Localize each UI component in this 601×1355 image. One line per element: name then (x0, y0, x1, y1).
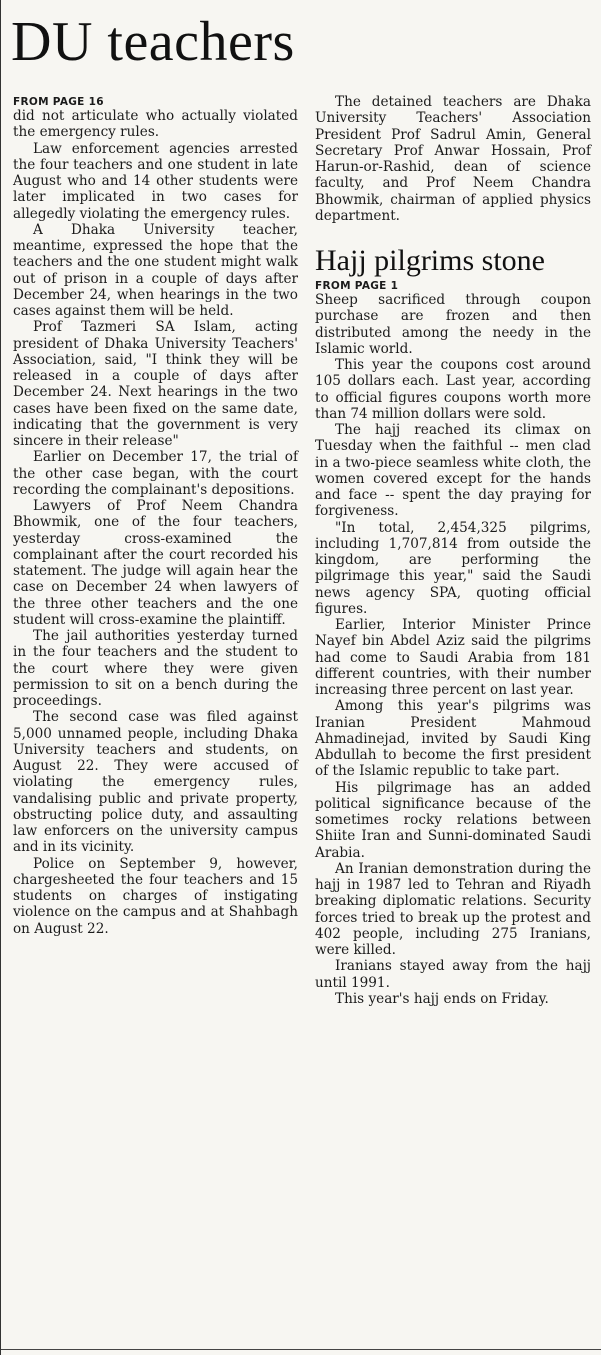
article-paragraph: Sheep sacrificed through coupon purchase are frozen and then distributed among the needy in the Islamic world. (315, 292, 591, 357)
article-paragraph: This year the coupons cost around 105 dollars each. Last year, according to official figures coupons worth more than 74 million dollars were sold. (315, 357, 591, 422)
continuation-kicker: FROM PAGE 1 (315, 280, 399, 292)
left-column (13, 94, 298, 937)
article-headline: DU teachers (11, 11, 295, 73)
right-column (315, 94, 591, 1007)
article-paragraph: The second case was filed against 5,000 unnamed people, including Dhaka University teachers and students, on August 22. They were accused of violating the emergency rules, vandalising public and private property, obstructing police duty, and assaulting law enforcers on the university campus and in its vicinity. (13, 709, 298, 856)
article-paragraph: Lawyers of Prof Neem Chandra Bhowmik, one of the four teachers, yesterday cross-examined the complainant after the court recorded his statement. The judge will again hear the case on December 24 when lawyers of the three other teachers and the one student will cross-examine the plaintiff. (13, 498, 298, 628)
article-paragraph: This year's hajj ends on Friday. (335, 990, 549, 1007)
article-paragraph: The hajj reached its climax on Tuesday when the faithful -- men clad in a two-piece seamless white cloth, the women covered except for the hands and face -- spent the day praying for forgiveness. (315, 422, 591, 520)
article-paragraph: The detained teachers are Dhaka University Teachers' Association President Prof Sadrul Amin, General Secretary Prof Anwar Hossain, Prof Harun-or-Rashid, dean of science faculty, and Prof Neem Chandra Bhowmik, chairman of applied physics department. (315, 94, 591, 224)
article-paragraph: The jail authorities yesterday turned in the four teachers and the student to the court where they were given permission to sit on a bench during the proceedings. (13, 628, 298, 709)
article-paragraph: Among this year's pilgrims was Iranian President Mahmoud Ahmadinejad, invited by Saudi King Abdullah to become the first president of the Islamic republic to take part. (315, 698, 591, 780)
bottom-rule (1, 1349, 601, 1350)
article-paragraph: Law enforcement agencies arrested the four teachers and one student in late August who and 14 other students were later implicated in two cases for allegedly violating the emergency rules. (13, 140, 298, 222)
article-paragraph: Police on September 9, however, chargesheeted the four teachers and 15 students on charges of instigating violence on the campus and at Shahbagh on August 22. (13, 855, 298, 937)
article-paragraph: "In total, 2,454,325 pilgrims, including 1,707,814 from outside the kingdom, are performing the pilgrimage this year," said the Saudi news agency SPA, quoting official figures. (315, 519, 591, 617)
article-paragraph: Earlier, Interior Minister Prince Nayef bin Abdel Aziz said the pilgrims had come to Saudi Arabia from 181 different countries, with their number increasing three percent on last year. (315, 617, 591, 698)
article-paragraph: His pilgrimage has an added political significance because of the sometimes rocky relations between Shiite Iran and Sunni-dominated Saudi Arabia. (315, 779, 591, 861)
article-paragraph: Prof Tazmeri SA Islam, acting president of Dhaka University Teachers' Association, said, "I think they will be released in a couple of days after December 24. Next hearings in the two cases have been fixed on the same date, indicating that the government is very sincere in their release" (13, 319, 298, 449)
continuation-kicker: FROM PAGE 16 (13, 96, 104, 108)
article-paragraph: A Dhaka University teacher, meantime, expressed the hope that the teachers and the one student might walk out of prison in a couple of days after December 24, when hearings in the two cases against them will be held. (13, 221, 298, 319)
article-paragraph: An Iranian demonstration during the hajj in 1987 led to Tehran and Riyadh breaking diplomatic relations. Security forces tried to break up the protest and 402 people, including 275 Iranians, were killed. (315, 860, 591, 958)
article-paragraph: Earlier on December 17, the trial of the other case began, with the court recording the complainant's depositions. (13, 449, 298, 498)
article-paragraph: did not articulate who actually violated the emergency rules. (13, 108, 298, 141)
second-article-headline: Hajj pilgrims stone (315, 244, 545, 277)
article-paragraph: Iranians stayed away from the hajj until 1991. (315, 958, 591, 991)
